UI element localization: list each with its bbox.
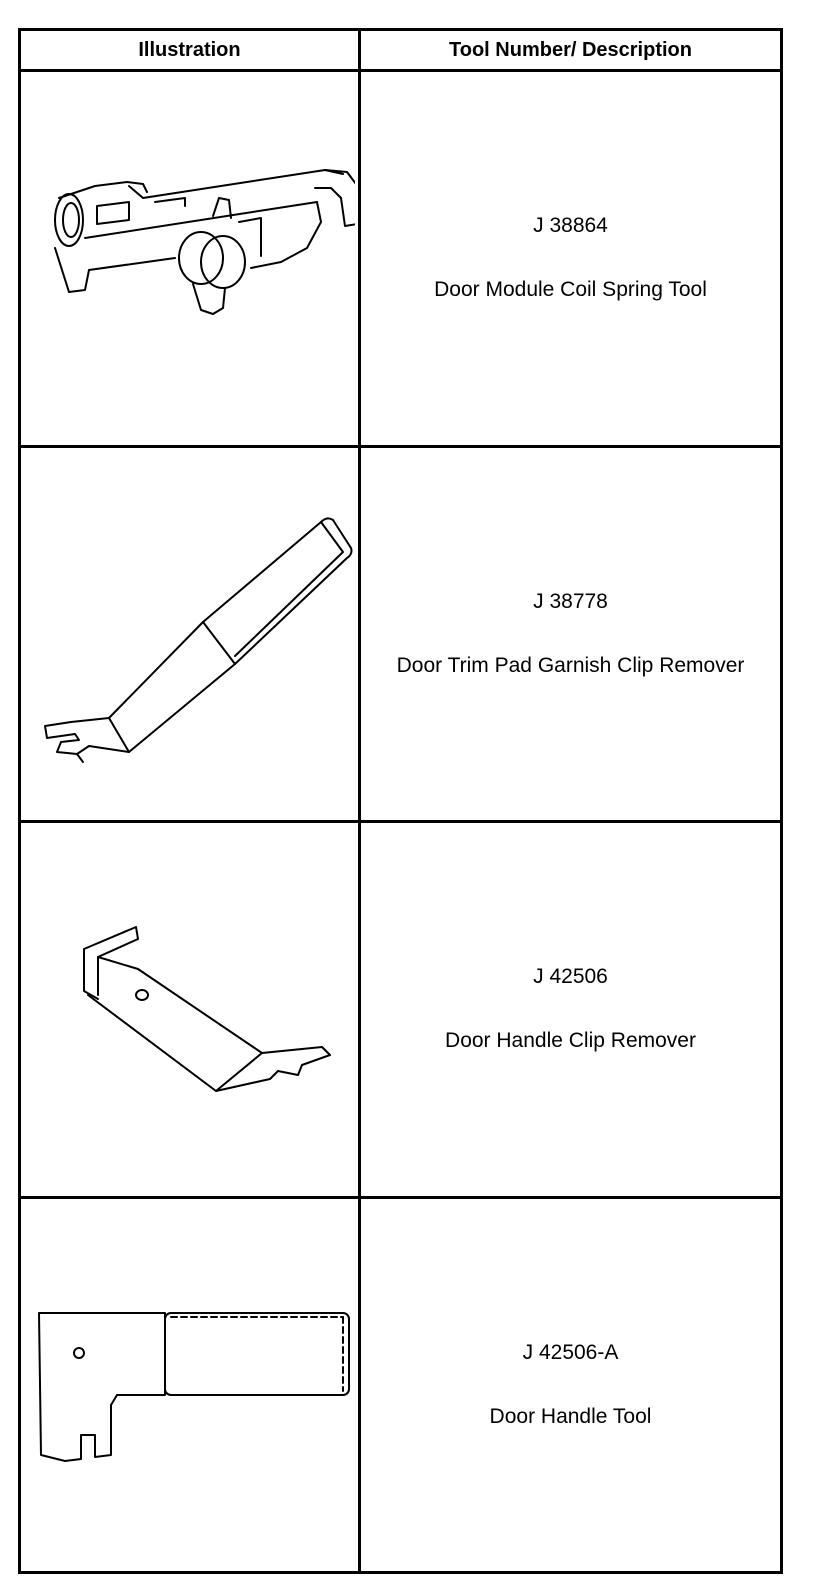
- illustration-cell: [20, 1197, 360, 1573]
- illustration-cell: [20, 71, 360, 447]
- illustration-cell: [20, 446, 360, 822]
- description-cell: [360, 822, 782, 1198]
- tool-description: Door Handle Clip Remover: [445, 1029, 696, 1053]
- illustration-header: Illustration: [20, 30, 360, 71]
- tool-number: J 42506-A: [522, 1340, 619, 1364]
- description-cell: [360, 1197, 782, 1573]
- tools-table: [18, 28, 783, 1574]
- garnish-clip-remover-icon: [25, 504, 355, 764]
- tool-description: Door Trim Pad Garnish Clip Remover: [396, 653, 745, 677]
- coil-spring-tool-icon: [25, 158, 355, 358]
- description-cell: [360, 71, 782, 447]
- handle-clip-remover-icon: [40, 919, 340, 1099]
- tool-description: Door Module Coil Spring Tool: [434, 278, 707, 302]
- table-row: [20, 1197, 782, 1573]
- tool-number: J 38778: [533, 589, 608, 613]
- table-row: [20, 446, 782, 822]
- description-header: Tool Number/ Description: [360, 30, 782, 71]
- tool-description: Door Handle Tool: [489, 1404, 652, 1428]
- table-row: [20, 822, 782, 1198]
- header-row: [20, 30, 782, 71]
- tool-number: J 38864: [533, 214, 608, 238]
- door-handle-tool-icon: [25, 1295, 355, 1475]
- tool-number: J 42506: [533, 965, 608, 989]
- table-row: [20, 71, 782, 447]
- illustration-cell: [20, 822, 360, 1198]
- description-cell: [360, 446, 782, 822]
